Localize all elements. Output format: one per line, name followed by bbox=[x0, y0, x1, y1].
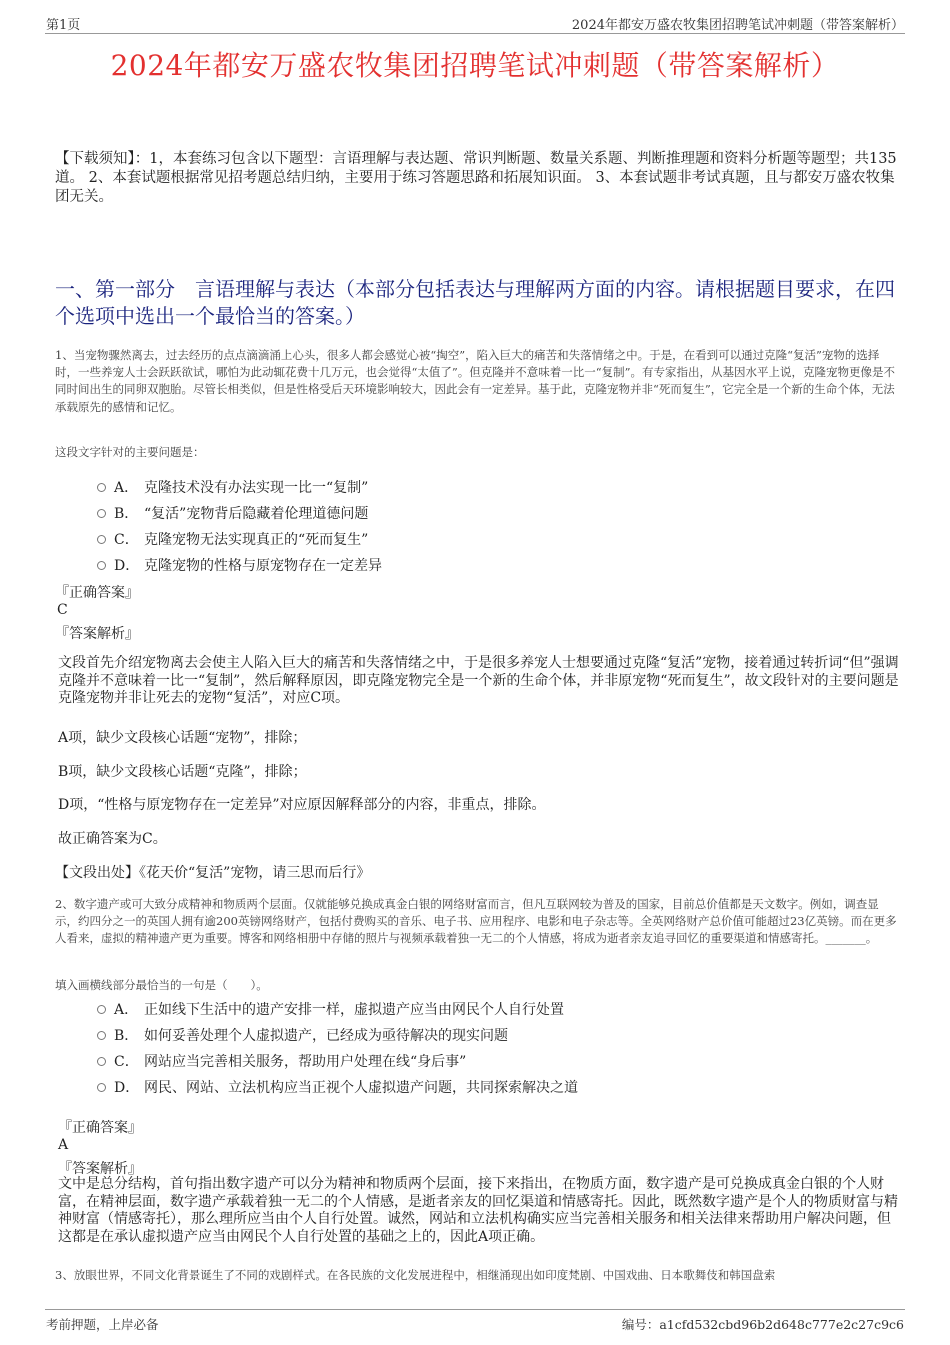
radio-icon[interactable] bbox=[97, 509, 106, 518]
q1-analysis: 文段首先介绍宠物离去会使主人陷入巨大的痛苦和失落情绪之中，于是很多养宠人士想要通过克隆“复活”宠物，接着通过转折词“但”强调克隆并不意味着一比一“复制”，然后解释原因，即克隆宠物完全是一个新的生命个体，并非原宠物“死而复生”，故文段针对的主要问题是克隆宠物并非让死去的宠物“复活”，对应C项。 bbox=[58, 655, 899, 706]
header-doc-title: 2024年都安万盛农牧集团招聘笔试冲刺题（带答案解析） bbox=[571, 18, 904, 33]
q1-analysis-d: D项，“性格与原宠物存在一定差异”对应原因解释部分的内容，非重点，排除。 bbox=[58, 797, 546, 813]
q1-answer-label: 『正确答案』 bbox=[55, 585, 139, 601]
question-2-prompt: 填入画横线部分最恰当的一句是（ ）。 bbox=[55, 978, 268, 992]
q1-option-c[interactable]: C． 克隆宠物无法实现真正的“死而复生” bbox=[97, 529, 368, 549]
question-3-text: 3、放眼世界，不同文化背景诞生了不同的戏剧样式。在各民族的文化发展进程中，相继涌现出如印度梵剧、中国戏曲、日本歌舞伎和韩国盘索 bbox=[55, 1268, 776, 1282]
q1-analysis-b: B项，缺少文段核心话题“克隆”，排除； bbox=[58, 764, 307, 780]
q2-option-d[interactable]: D． 网民、网站、立法机构应当正视个人虚拟遗产问题，共同探索解决之道 bbox=[97, 1077, 578, 1097]
radio-icon[interactable] bbox=[97, 535, 106, 544]
download-notice: 【下载须知】：1，本套练习包含以下题型：言语理解与表达题、常识判断题、数量关系题、判断推理题和资料分析题等题型；共135道。 2、本套试题根据常见招考题总结归纳，主要用于练习答题思路和拓展知识面。 3、本套试题非考试真题，且与都安万盛农牧集团无关。 bbox=[55, 151, 897, 205]
radio-icon[interactable] bbox=[97, 1005, 106, 1014]
q1-option-b[interactable]: B． “复活”宠物背后隐藏着伦理道德问题 bbox=[97, 503, 368, 523]
q2-option-b[interactable]: B． 如何妥善处理个人虚拟遗产，已经成为亟待解决的现实问题 bbox=[97, 1025, 508, 1045]
q1-conclusion: 故正确答案为C。 bbox=[58, 831, 167, 847]
q2-option-a[interactable]: A． 正如线下生活中的遗产安排一样，虚拟遗产应当由网民个人自行处置 bbox=[97, 999, 564, 1019]
q1-answer: C bbox=[57, 602, 68, 618]
q1-option-a[interactable]: A． 克隆技术没有办法实现一比一“复制” bbox=[97, 477, 368, 497]
radio-icon[interactable] bbox=[97, 561, 106, 570]
q1-option-d[interactable]: D． 克隆宠物的性格与原宠物存在一定差异 bbox=[97, 555, 382, 575]
radio-icon[interactable] bbox=[97, 483, 106, 492]
q2-answer-label: 『正确答案』 bbox=[58, 1120, 142, 1136]
q1-analysis-label: 『答案解析』 bbox=[55, 626, 139, 642]
radio-icon[interactable] bbox=[97, 1031, 106, 1040]
q2-option-c[interactable]: C． 网站应当完善相关服务，帮助用户处理在线“身后事” bbox=[97, 1051, 466, 1071]
footer-doc-id: 编号：a1cfd532cbd96b2d648c777e2c27c9c6 bbox=[621, 1317, 904, 1332]
footer-slogan: 考前押题，上岸必备 bbox=[46, 1317, 159, 1332]
q1-source: 【文段出处】《花天价“复活”宠物，请三思而后行》 bbox=[55, 865, 371, 881]
header-divider bbox=[45, 33, 905, 34]
q2-analysis-label: 『答案解析』 bbox=[58, 1161, 142, 1177]
q2-answer: A bbox=[58, 1137, 69, 1153]
question-1-text: 1、当宠物骤然离去，过去经历的点点滴滴涌上心头，很多人都会感觉心被“掏空”，陷入巨大的痛苦和失落情绪之中。于是，在看到可以通过克隆“复活”宠物的选择时，一些养宠人士会跃跃欲试，哪怕为此动辄花费十几万元，也会觉得“太值了”。但克隆并不意味着一比一“复制”。有专家指出，从基因水平上说，克隆宠物更像是不同时间出生的同卵双胞胎。尽管长相类似，但是性格受后天环境影响较大，因此会有一定差异。基于此，克隆宠物并非“死而复生”，它完全是一个新的生命个体，无法承载原先的感情和记忆。 bbox=[55, 348, 896, 414]
q2-analysis: 文中是总分结构，首句指出数字遗产可以分为精神和物质两个层面，接下来指出，在物质方面，数字遗产是可兑换成真金白银的个人财富，在精神层面，数字遗产承载着独一无二的个人情感，是逝者亲友的回忆渠道和情感寄托。因此，既然数字遗产是个人的物质财富与精神财富（情感寄托），那么理所应当由个人自行处置。诚然，网站和立法机构确实应当完善相关服务和相关法律来帮助用户解决问题，但这都是在承认虚拟遗产应当由网民个人自行处置的基础之上的，因此A项正确。 bbox=[58, 1176, 898, 1245]
footer-divider bbox=[45, 1309, 905, 1310]
question-1-prompt: 这段文字针对的主要问题是： bbox=[55, 445, 205, 459]
page-number: 第1页 bbox=[46, 18, 81, 33]
radio-icon[interactable] bbox=[97, 1083, 106, 1092]
page-title: 2024年都安万盛农牧集团招聘笔试冲刺题（带答案解析） bbox=[110, 49, 840, 82]
question-2-text: 2、数字遗产或可大致分成精神和物质两个层面。仅就能够兑换成真金白银的网络财富而言，但凡互联网较为普及的国家，目前总价值都是天文数字。例如，调查显示，约四分之一的英国人拥有逾200英镑网络财产，包括付费购买的音乐、电子书、应用程序、电影和电子杂志等。全英网络财产总价值可能超过23亿英镑。而在更多人看来，虚拟的精神遗产更为重要。博客和网络相册中存储的照片与视频承载着独一无二的个人情感，将成为逝者亲友追寻回忆的重要渠道和情感寄托。_______。 bbox=[55, 897, 897, 946]
radio-icon[interactable] bbox=[97, 1057, 106, 1066]
section-heading: 一、第一部分 言语理解与表达（本部分包括表达与理解两方面的内容。请根据题目要求，在四个选项中选出一个最恰当的答案。） bbox=[55, 277, 895, 328]
q1-analysis-a: A项，缺少文段核心话题“宠物”，排除； bbox=[58, 730, 307, 746]
